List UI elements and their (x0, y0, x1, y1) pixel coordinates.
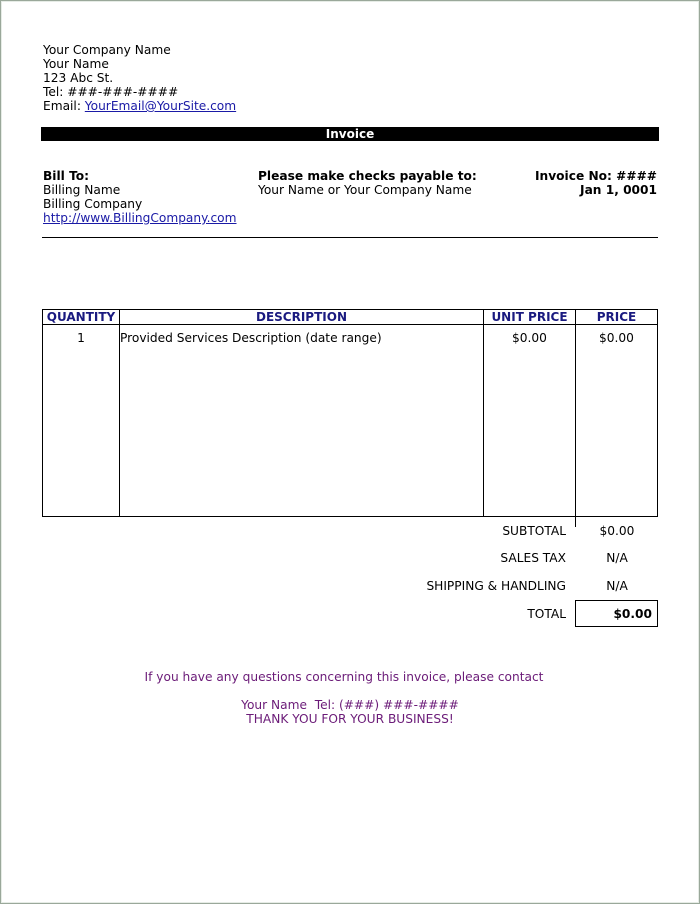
items-table (42, 309, 658, 517)
footer-question: If you have any questions concerning this invoice, please contact (144, 670, 544, 684)
bill-to-name: Billing Name (43, 183, 121, 197)
sales-tax-value: N/A (606, 551, 628, 565)
row-price: $0.00 (599, 331, 634, 345)
invoice-banner (41, 127, 659, 141)
subtotal-value: $0.00 (599, 524, 635, 538)
sender-company: Your Company Name (43, 43, 171, 57)
sender-email-row (43, 99, 236, 113)
shipping-value: N/A (606, 579, 628, 593)
sales-tax-label: SALES TAX (500, 551, 566, 565)
header-price: PRICE (596, 310, 637, 324)
section-divider (42, 237, 658, 238)
row-unit-price: $0.00 (512, 331, 547, 345)
bill-to-url-link[interactable]: http://www.BillingCompany.com (43, 211, 237, 225)
sender-email-link[interactable]: YourEmail@YourSite.com (84, 99, 237, 113)
header-divider (43, 324, 657, 325)
sender-address: 123 Abc St. (43, 71, 114, 85)
payable-heading: Please make checks payable to: (258, 169, 477, 183)
bill-to-company: Billing Company (43, 197, 143, 211)
footer-thanks: THANK YOU FOR YOUR BUSINESS! (246, 712, 454, 726)
sender-name: Your Name (43, 57, 109, 71)
total-value: $0.00 (613, 607, 652, 621)
footer-contact: Your Name Tel: (###) ###-#### (241, 698, 459, 712)
total-label: TOTAL (527, 607, 566, 621)
subtotal-label: SUBTOTAL (502, 524, 566, 538)
row-quantity: 1 (77, 331, 85, 345)
header-unit-price: UNIT PRICE (491, 310, 568, 324)
header-description: DESCRIPTION (255, 310, 347, 324)
header-quantity: QUANTITY (46, 310, 116, 324)
payable-value: Your Name or Your Company Name (258, 183, 472, 197)
sender-tel: Tel: ###-###-#### (43, 85, 179, 99)
invoice-number: Invoice No: #### (535, 169, 657, 183)
invoice-date: Jan 1, 0001 (580, 183, 657, 197)
shipping-label: SHIPPING & HANDLING (426, 579, 566, 593)
invoice-banner-title: Invoice (325, 127, 375, 141)
row-description: Provided Services Description (date range) (120, 331, 382, 345)
bill-to-heading: Bill To: (43, 169, 90, 183)
sender-email-label: Email: (43, 99, 85, 113)
